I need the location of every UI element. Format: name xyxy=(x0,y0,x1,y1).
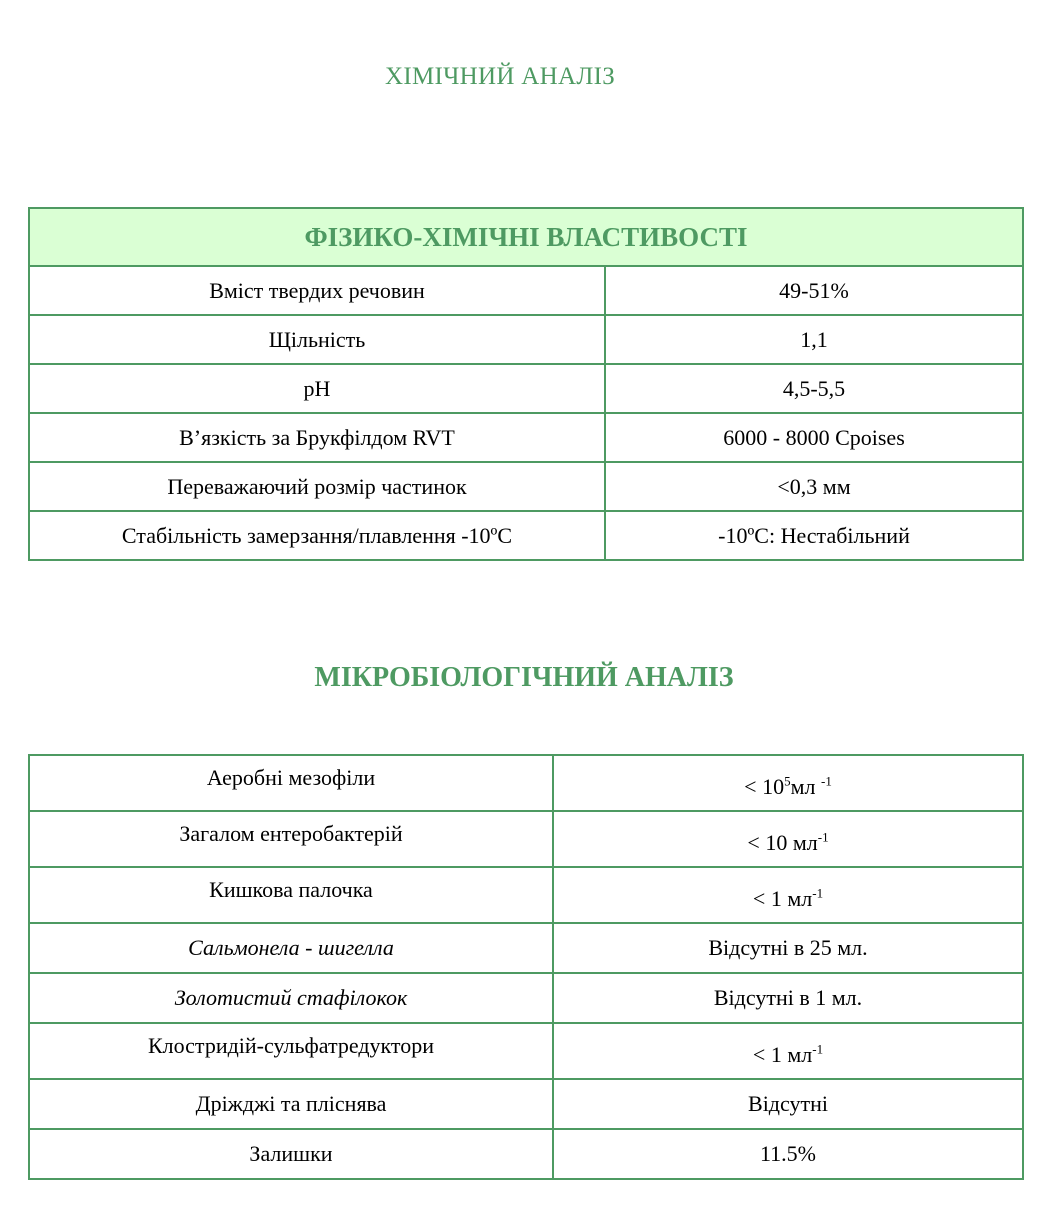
property-cell: Переважаючий розмір частинок xyxy=(29,462,605,511)
indicator-cell: Дріжджі та пліснява xyxy=(29,1079,553,1129)
property-cell: В’язкість за Брукфілдом RVT xyxy=(29,413,605,462)
value-exponent: -1 xyxy=(817,829,829,845)
property-cell: Стабільність замерзання/плавлення -10ºC xyxy=(29,511,605,560)
value-cell: Відсутні xyxy=(553,1079,1023,1129)
value-label xyxy=(753,886,823,911)
table-row xyxy=(29,755,1023,811)
indicator-cell xyxy=(29,867,553,923)
value-cell: 1,1 xyxy=(605,315,1023,364)
property-cell: Вміст твердих речовин xyxy=(29,266,605,315)
value-label xyxy=(744,774,832,799)
table-header-row xyxy=(29,208,1023,266)
indicator-label: Загалом ентеробактерій xyxy=(179,821,403,846)
page-title: ХІМІЧНИЙ АНАЛІЗ xyxy=(384,63,616,90)
table-row xyxy=(29,923,1023,973)
table-row xyxy=(29,867,1023,923)
value-label xyxy=(747,830,828,855)
value-exponent: -1 xyxy=(812,1041,824,1057)
value-prefix: < 10 xyxy=(744,774,785,800)
value-unit: мл xyxy=(790,774,821,800)
indicator-cell xyxy=(29,1023,553,1079)
value-exponent: -1 xyxy=(812,885,824,901)
indicator-cell xyxy=(29,755,553,811)
value-cell: 49-51% xyxy=(605,266,1023,315)
value-cell: <0,3 мм xyxy=(605,462,1023,511)
indicator-cell: Золотистий стафілокок xyxy=(29,973,553,1023)
physico-chemical-table xyxy=(28,207,1024,561)
value-exponent: -1 xyxy=(820,773,832,789)
value-cell: 4,5-5,5 xyxy=(605,364,1023,413)
indicator-cell: Сальмонела - шигелла xyxy=(29,923,553,973)
physico-chemical-header: ФІЗИКО-ХІМІЧНІ ВЛАСТИВОСТІ xyxy=(29,208,1023,266)
property-cell: pH xyxy=(29,364,605,413)
property-cell: Щільність xyxy=(29,315,605,364)
value-label xyxy=(753,1042,823,1067)
value-exponent: 5 xyxy=(784,773,791,789)
value-cell: -10ºC: Нестабільний xyxy=(605,511,1023,560)
value-cell xyxy=(553,1023,1023,1079)
indicator-cell xyxy=(29,811,553,867)
value-prefix: < 1 мл xyxy=(752,886,813,912)
table-row xyxy=(29,364,1023,413)
indicator-cell: Залишки xyxy=(29,1129,553,1179)
microbiological-table xyxy=(28,754,1024,1180)
table-row xyxy=(29,413,1023,462)
value-cell xyxy=(553,811,1023,867)
value-cell xyxy=(553,755,1023,811)
value-cell: 11.5% xyxy=(553,1129,1023,1179)
table-row xyxy=(29,315,1023,364)
microbiological-title: МІКРОБІОЛОГІЧНИЙ АНАЛІЗ xyxy=(314,662,734,693)
indicator-label: Аеробні мезофіли xyxy=(206,765,376,790)
table-row xyxy=(29,266,1023,315)
value-prefix: < 10 мл xyxy=(747,830,818,856)
table-row xyxy=(29,973,1023,1023)
value-prefix: < 1 мл xyxy=(752,1042,813,1068)
table-row xyxy=(29,1023,1023,1079)
table-row xyxy=(29,1129,1023,1179)
table-row xyxy=(29,462,1023,511)
value-cell: Відсутні в 1 мл. xyxy=(553,973,1023,1023)
table-row xyxy=(29,1079,1023,1129)
indicator-label: Кишкова палочка xyxy=(209,877,373,902)
indicator-label: Клостридій-сульфатредуктори xyxy=(147,1033,435,1058)
table-row xyxy=(29,811,1023,867)
value-cell: 6000 - 8000 Cpoises xyxy=(605,413,1023,462)
table-row xyxy=(29,511,1023,560)
value-cell: Відсутні в 25 мл. xyxy=(553,923,1023,973)
value-cell xyxy=(553,867,1023,923)
